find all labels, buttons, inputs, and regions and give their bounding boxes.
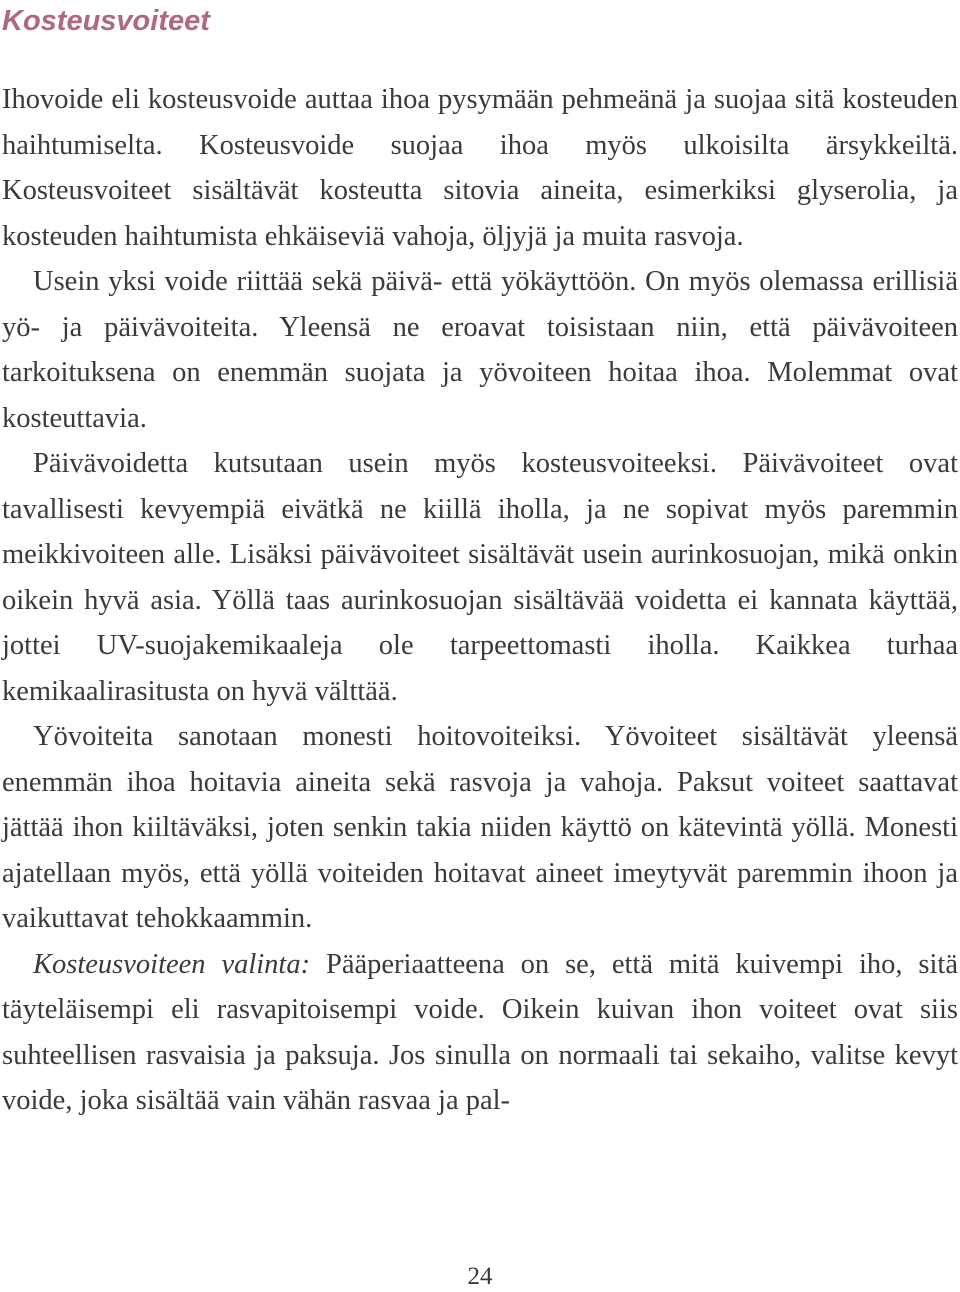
paragraph-4-text: Yövoiteita sanotaan monesti hoitovoiteiksi. Yövoiteet sisältävät yleensä enemmän ihoa hoitavia aineita sekä rasvoja ja vahoja. Paksut voiteet saattavat jättää ihon kiiltäväksi, joten senkin takia niiden käyttö on kätevintä yöllä. Monesti ajatellaan myös, että yöllä voiteiden hoitavat aineet imeytyvät paremmin ihoon ja vaikuttavat tehokkaammin. [2,721,958,934]
paragraph-5-lead: Kosteusvoiteen valinta: [33,948,311,980]
paragraph-2 [2,259,958,441]
paragraph-3 [2,441,958,714]
paragraph-4 [2,714,958,942]
paragraph-2-text: Usein yksi voide riittää sekä päivä- että yökäyttöön. On myös olemassa erillisiä yö- ja päivävoiteita. Yleensä ne eroavat toisistaan niin, että päivävoiteen tarkoituksena on enemmän suojata ja yövoiteen hoitaa ihoa. Molemmat ovat kosteuttavia. [2,266,958,434]
paragraph-5-text: Pääperiaatteena on se, että mitä kuivempi iho, sitä täyteläisempi eli rasvapitoisempi voide. Oikein kuivan ihon voiteet ovat siis suhteellisen rasvaisia ja paksuja. Jos sinulla on normaali tai sekaiho, valitse kevyt voide, joka sisältää vain vähän rasvaa ja pal- [2,948,958,1116]
paragraph-1-text: Ihovoide eli kosteusvoide auttaa ihoa pysymään pehmeänä ja suojaa sitä kosteuden haihtumiselta. Kosteusvoide suojaa ihoa myös ulkoisilta ärsykkeiltä. Kosteusvoiteet sisältävät kosteutta sitovia aineita, esimerkiksi glyserolia, ja kosteuden haihtumista ehkäiseviä vahoja, öljyjä ja muita rasvoja. [2,84,958,252]
paragraph-5 [2,942,958,1124]
paragraph-1 [2,77,958,259]
page-number: 24 [467,1263,493,1290]
section-heading: Kosteusvoiteet [2,5,210,37]
paragraph-3-text: Päivävoidetta kutsutaan usein myös kosteusvoiteeksi. Päivävoiteet ovat tavallisesti kevyempiä eivätkä ne kiillä iholla, ja ne sopivat myös paremmin meikkivoiteen alle. Lisäksi päivävoiteet sisältävät usein aurinkosuojan, mikä onkin oikein hyvä asia. Yöllä taas aurinkosuojan sisältävää voidetta ei kannata käyttää, jottei UV-suojakemikaaleja ole tarpeettomasti iholla. Kaikkea turhaa kemikaalirasitusta on hyvä välttää. [2,448,958,707]
body-text [2,77,958,1124]
